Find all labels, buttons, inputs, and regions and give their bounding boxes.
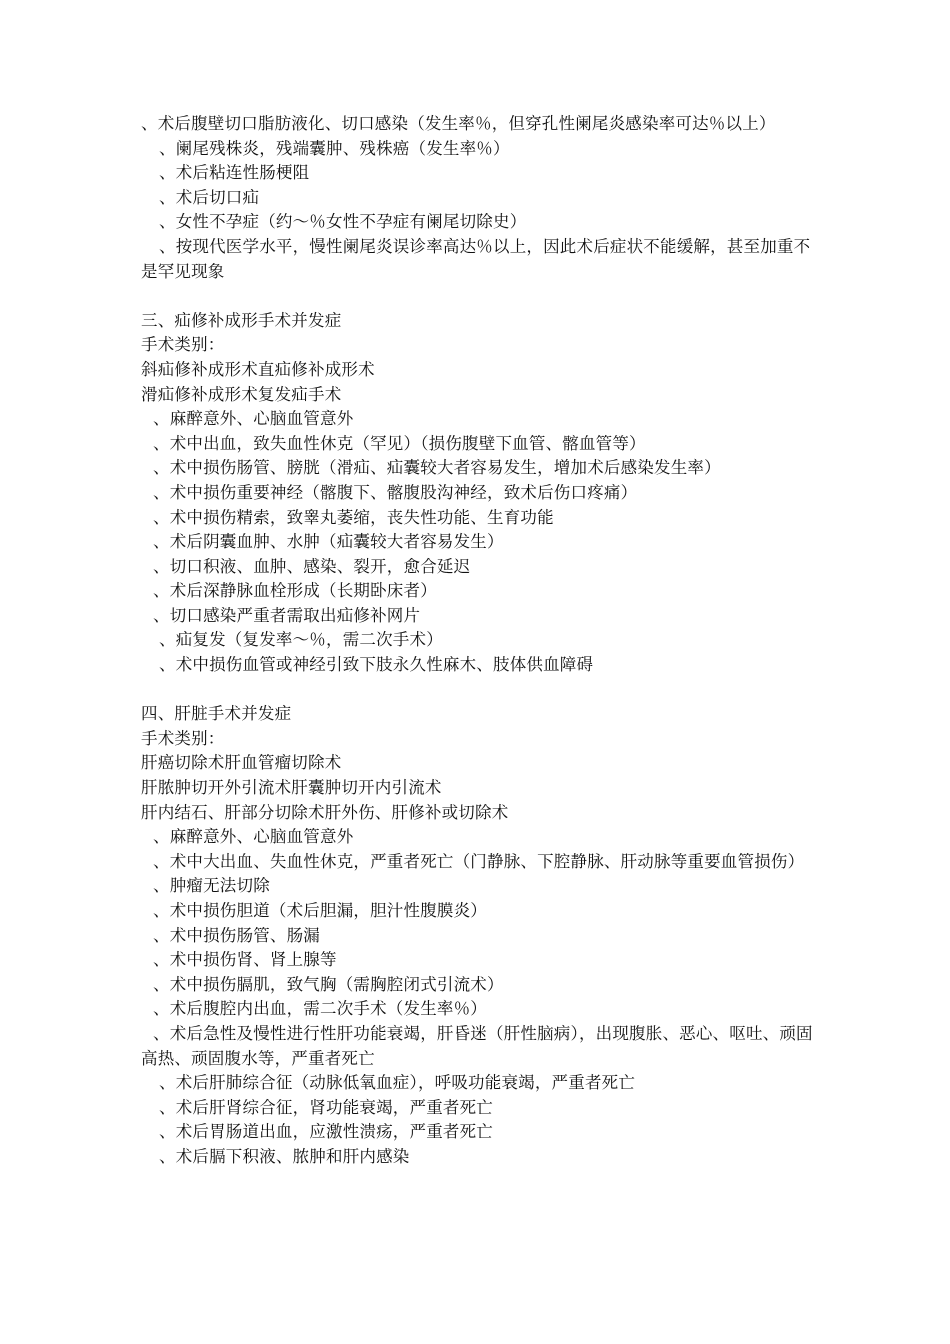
list-item: 、术后腹壁切口脂肪液化、切口感染（发生率％，但穿孔性阑尾炎感染率可达％以上）: [141, 114, 776, 133]
surgery-type: 肝癌切除术肝血管瘤切除术: [141, 753, 342, 773]
list-item: 、术中大出血、失血性休克，严重者死亡（门静脉、下腔静脉、肝动脉等重要血管损伤）: [153, 851, 805, 871]
list-item: 、术中损伤肠管、肠漏: [153, 925, 320, 945]
list-item: 、术后膈下积液、脓肿和肝内感染: [159, 1146, 410, 1166]
list-item: 、术中损伤重要神经（髂腹下、髂腹股沟神经，致术后伤口疼痛）: [153, 482, 638, 502]
list-item: 、疝复发（复发率～％，需二次手术）: [159, 630, 443, 650]
category-label: 手术类别：: [141, 335, 225, 355]
document-body: [141, 112, 821, 1170]
surgery-type: 肝内结石、肝部分切除术肝外伤、肝修补或切除术: [141, 802, 509, 822]
list-item: 、按现代医学水平，慢性阑尾炎误诊率高达％以上，因此术后症状不能缓解，甚至加重不是罕见现象: [141, 236, 811, 281]
list-item: 、术中损伤肾、肾上腺等: [153, 950, 337, 970]
category-label: 手术类别：: [141, 728, 225, 748]
list-item: 、术后深静脉血栓形成（长期卧床者）: [153, 581, 437, 601]
list-item: 、术中损伤肠管、膀胱（滑疝、疝囊较大者容易发生，增加术后感染发生率）: [153, 458, 721, 478]
list-item: 、阑尾残株炎，残端囊肿、残株癌（发生率％）: [159, 138, 510, 158]
list-item: 、术中损伤膈肌，致气胸（需胸腔闭式引流术）: [153, 974, 504, 994]
list-item: 、术后肝肺综合征（动脉低氧血症），呼吸功能衰竭，严重者死亡: [159, 1073, 636, 1093]
list-item: 、术中损伤胆道（术后胆漏，胆汁性腹膜炎）: [153, 901, 487, 920]
section-heading: 三、疝修补成形手术并发症: [141, 310, 342, 330]
list-item: 、切口积液、血肿、感染、裂开，愈合延迟: [153, 556, 471, 576]
surgery-type: 斜疝修补成形术直疝修补成形术: [141, 359, 375, 379]
list-item: 、切口感染严重者需取出疝修补网片: [153, 605, 421, 625]
list-item: 、术后急性及慢性进行性肝功能衰竭，肝昏迷（肝性脑病），出现腹胀、恶心、呕吐、顽固高热、顽固腹水等，严重者死亡: [141, 1023, 813, 1068]
list-item: 、术后腹腔内出血，需二次手术（发生率％）: [153, 999, 487, 1019]
list-item: 、术后粘连性肠梗阻: [159, 163, 310, 183]
list-item: 、术中损伤精索，致睾丸萎缩，丧失性功能、生育功能: [153, 507, 554, 527]
surgery-type: 肝脓肿切开外引流术肝囊肿切开内引流术: [141, 778, 442, 798]
list-item: 、术后胃肠道出血，应激性溃疡，严重者死亡: [159, 1122, 493, 1142]
section-heading: 四、肝脏手术并发症: [141, 704, 292, 724]
list-item: 、麻醉意外、心脑血管意外: [153, 827, 354, 847]
list-item: 、肿瘤无法切除: [153, 876, 270, 896]
list-item: 、女性不孕症（约～％女性不孕症有阑尾切除史）: [159, 212, 527, 232]
list-item: 、术后切口疝: [159, 187, 260, 207]
list-item: 、术后阴囊血肿、水肿（疝囊较大者容易发生）: [153, 532, 504, 552]
list-item: 、术中损伤血管或神经引致下肢永久性麻木、肢体供血障碍: [159, 655, 594, 675]
list-item: 、麻醉意外、心脑血管意外: [153, 409, 354, 429]
list-item: 、术后肝肾综合征，肾功能衰竭，严重者死亡: [159, 1097, 493, 1117]
list-item: 、术中出血，致失血性休克（罕见）（损伤腹壁下血管、髂血管等）: [153, 433, 646, 453]
surgery-type: 滑疝修补成形术复发疝手术: [141, 384, 342, 404]
